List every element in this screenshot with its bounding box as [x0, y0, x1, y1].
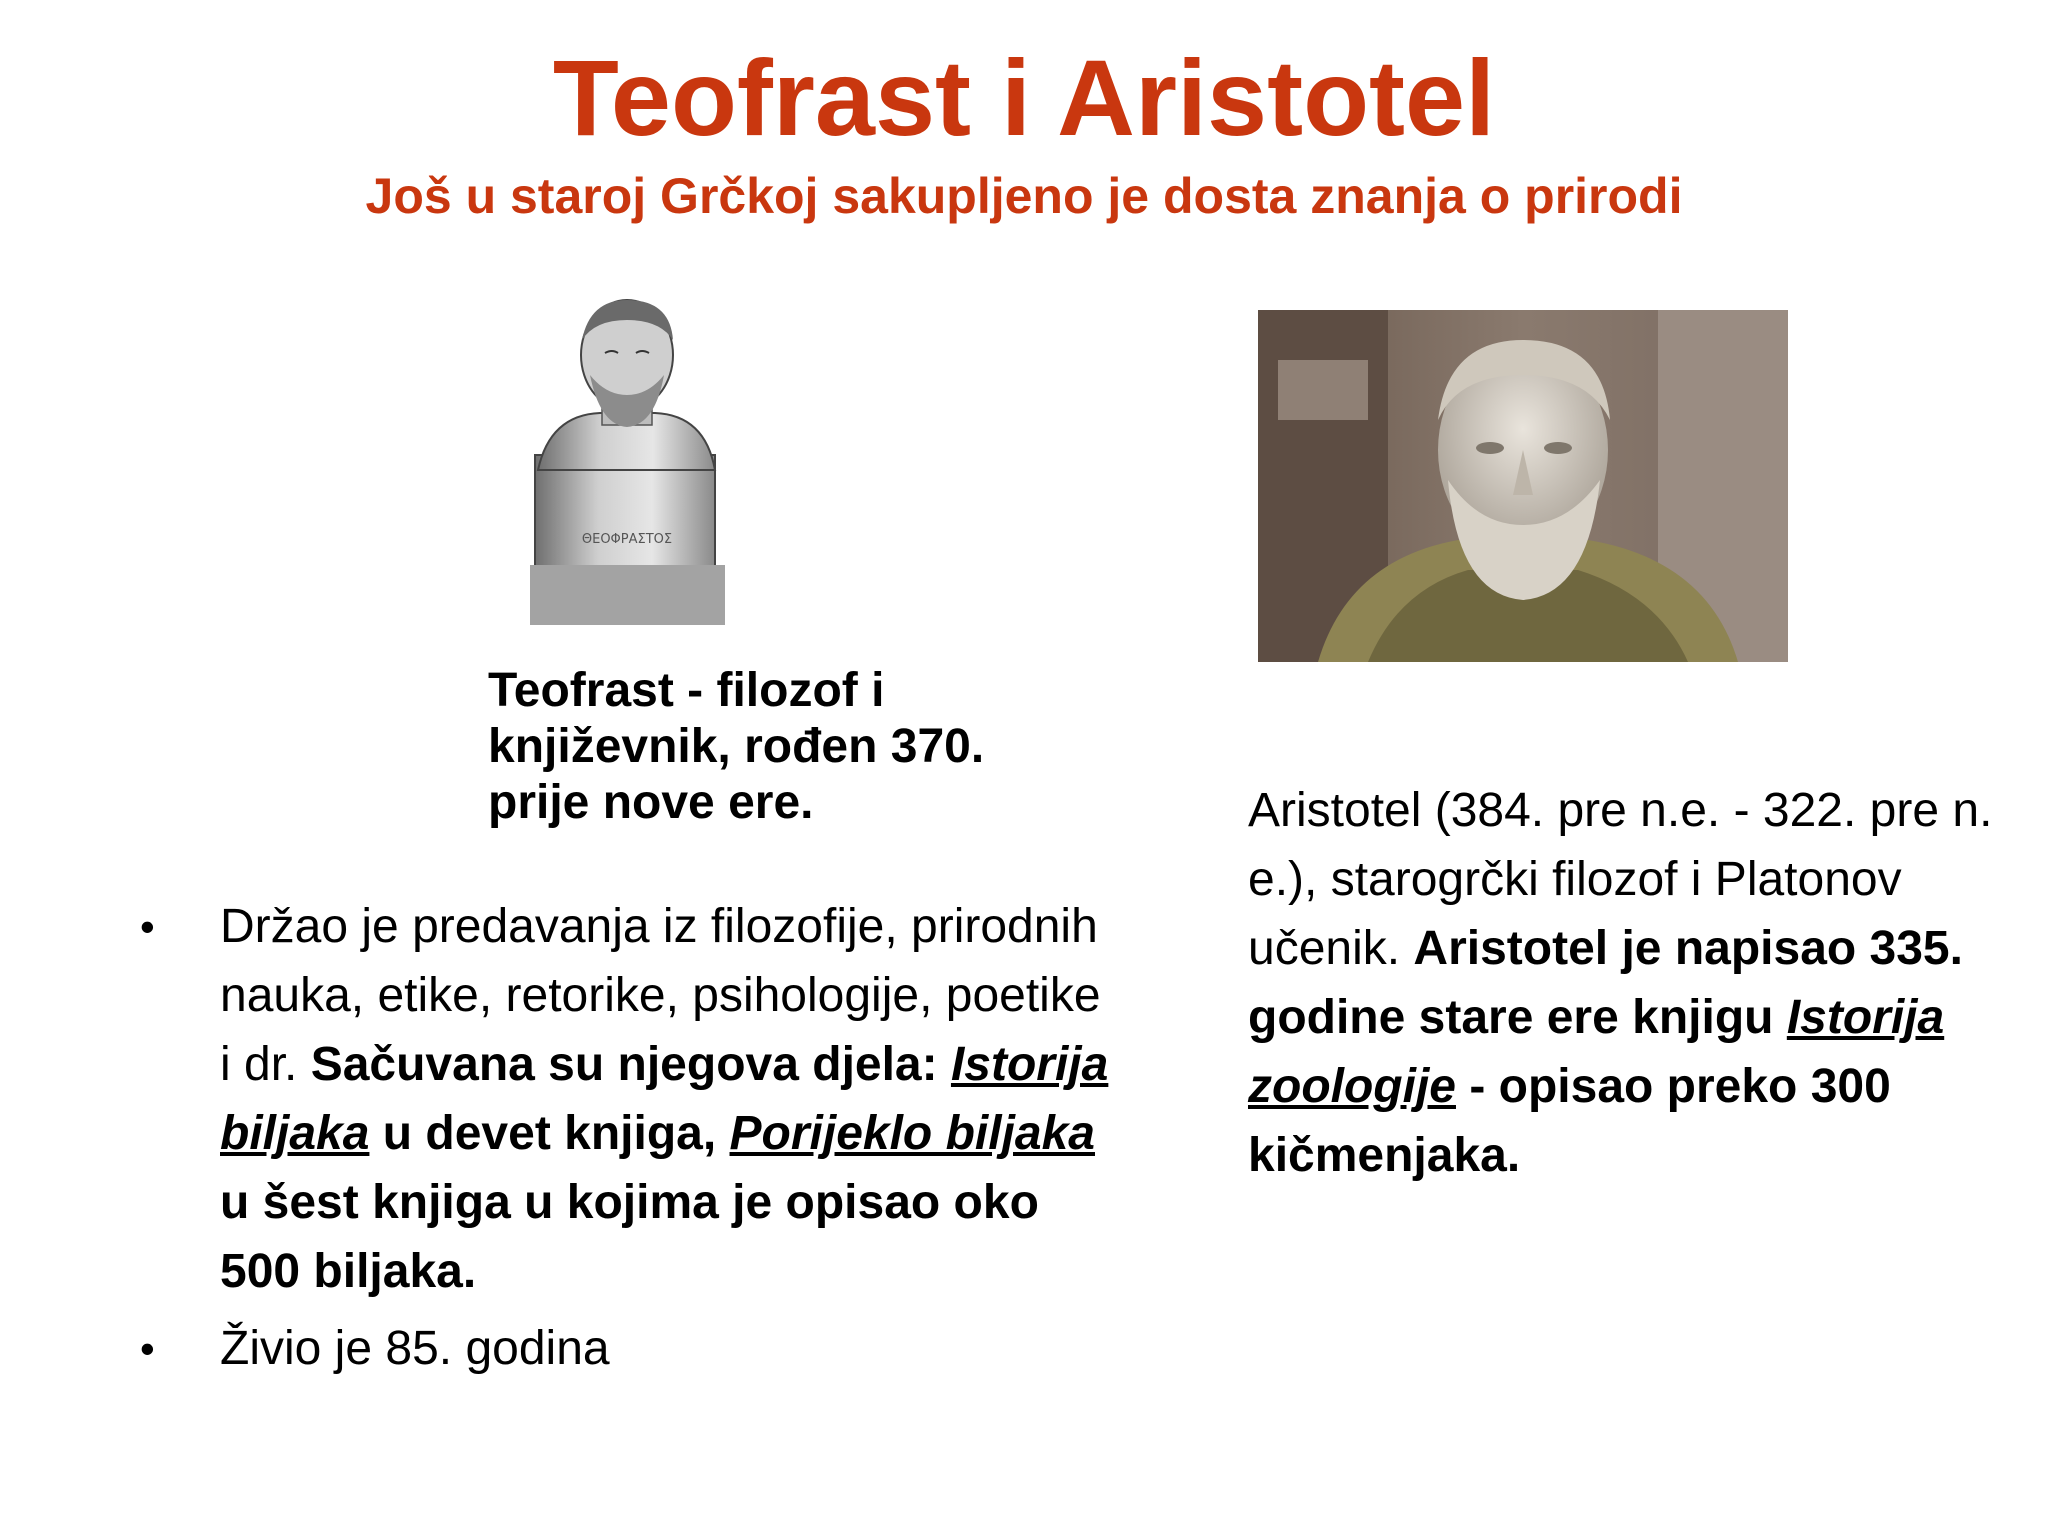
bullet-dot-icon: •	[140, 1325, 155, 1372]
aristotel-description	[1248, 776, 2028, 1190]
aristotel-bold-text: Aristotel je napisao 335. godine stare ere knjigu	[1248, 922, 1963, 1044]
slide-subtitle: Još u staroj Grčkoj sakupljeno je dosta znanja o prirodi	[365, 168, 1683, 224]
bullet-plain-text: Živio je 85. godina	[220, 1322, 610, 1375]
teofrast-bullet-list	[140, 892, 1120, 1391]
bullet-bold-text: u šest knjiga u kojima je opisao oko 500 biljaka.	[220, 1176, 1039, 1298]
aristotel-bold-text: - opisao preko 300 kičmenjaka.	[1248, 1060, 1891, 1182]
link-istorija-biljaka[interactable]: Istorija biljaka	[220, 1038, 1109, 1160]
bullet-dot-icon: •	[140, 903, 155, 950]
teofrast-bust-image	[530, 295, 725, 625]
slide-title: Teofrast i Aristotel	[552, 37, 1496, 158]
bust-inscription: ΘΕΟΦΡΑΣΤΟΣ	[581, 532, 673, 547]
link-porijeklo-biljaka[interactable]: Porijeklo biljaka	[729, 1107, 1095, 1160]
bullet-item	[140, 1314, 1120, 1383]
teofrast-caption	[488, 663, 1188, 831]
bullet-item	[140, 892, 1120, 1306]
teofrast-caption-line: prije nove ere.	[488, 776, 814, 829]
aristotel-bust-photo	[1258, 310, 1788, 662]
bullet-bold-text: Sačuvana su njegova djela:	[310, 1038, 951, 1091]
bullet-plain-text: Držao je predavanja iz filozofije, prirodnih nauka, etike, retorike, psihologije, poetike i dr.	[220, 900, 1101, 1091]
bullet-bold-text: u devet knjiga,	[369, 1107, 730, 1160]
teofrast-caption-line: književnik, rođen 370.	[488, 720, 985, 773]
link-istorija-zoologije[interactable]: Istorija zoologije	[1248, 991, 1945, 1113]
aristotel-plain-text: Aristotel (384. pre n.e. - 322. pre n. e.), starogrčki filozof i Platonov učenik.	[1248, 784, 1993, 975]
teofrast-caption-line: Teofrast - filozof i	[488, 664, 885, 717]
